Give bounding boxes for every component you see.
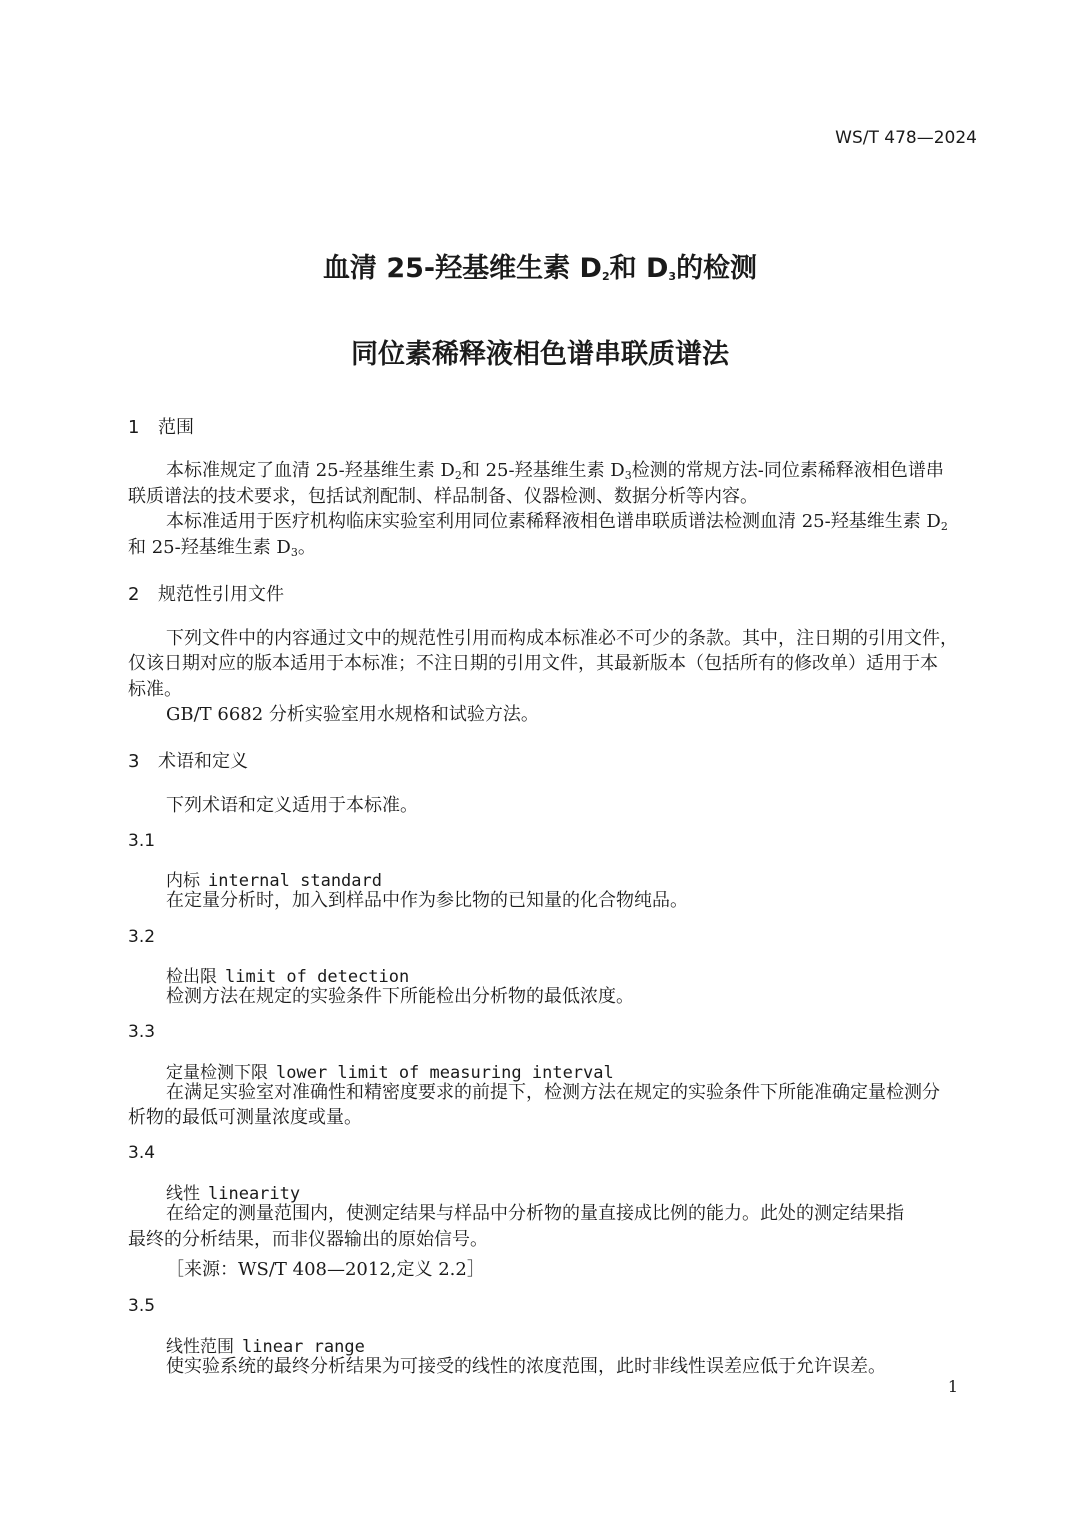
section-2-paragraph-line-3: 标准。 bbox=[128, 679, 182, 700]
term-definition: 检测方法在规定的实验条件下所能检出分析物的最低浓度。 bbox=[166, 986, 634, 1007]
term-definition: 使实验系统的最终分析结果为可接受的线性的浓度范围，此时非线性误差应低于允许误差。 bbox=[166, 1356, 886, 1377]
term-number: 3.5 bbox=[128, 1296, 156, 1316]
section-3-intro: 下列术语和定义适用于本标准。 bbox=[166, 795, 418, 816]
term-definition-line-2: 析物的最低可测量浓度或量。 bbox=[128, 1107, 362, 1128]
term-number: 3.1 bbox=[128, 831, 156, 851]
term-title: 线性 linearity bbox=[166, 1184, 301, 1204]
term-source: ［来源：WS/T 408—2012,定义 2.2］ bbox=[166, 1259, 485, 1280]
term-number: 3.4 bbox=[128, 1143, 156, 1163]
section-1-heading: 1 范围 bbox=[128, 417, 194, 438]
section-3-heading: 3 术语和定义 bbox=[128, 751, 248, 772]
term-title: 内标 internal standard bbox=[166, 871, 382, 891]
term-number: 3.3 bbox=[128, 1022, 156, 1042]
document-title-line1: 血清 25-羟基维生素 $D_2$和 $D_3$的检测 bbox=[322, 253, 758, 284]
term-number: 3.2 bbox=[128, 927, 156, 947]
page-number: 1 bbox=[947, 1377, 958, 1396]
section-2-paragraph-line-2: 仅该日期对应的版本适用于本标准；不注日期的引用文件，其最新版本（包括所有的修改单）适用于本 bbox=[128, 653, 938, 674]
term-definition-line-1: 在给定的测量范围内，使测定结果与样品中分析物的量直接成比例的能力。此处的测定结果指 bbox=[166, 1203, 904, 1224]
term-definition: 在定量分析时，加入到样品中作为参比物的已知量的化合物纯品。 bbox=[166, 890, 688, 911]
term-definition-line-1: 在满足实验室对准确性和精密度要求的前提下，检测方法在规定的实验条件下所能准确定量检测分 bbox=[166, 1082, 940, 1103]
document-title-line2: 同位素稀释液相色谱串联质谱法 bbox=[351, 339, 729, 370]
section-1-paragraph-1-line-1: 本标准规定了血清 25-羟基维生素 $D_2$和 25-羟基维生素 $D_3$检测的常规方法-同位素稀释液相色谱串 bbox=[166, 460, 944, 482]
standard-code: WS/T 478—2024 bbox=[835, 128, 977, 148]
term-title: 定量检测下限 lower limit of measuring interval bbox=[166, 1063, 614, 1083]
section-2-paragraph-line-1: 下列文件中的内容通过文中的规范性引用而构成本标准必不可少的条款。其中，注日期的引用文件， bbox=[166, 628, 958, 649]
term-definition-line-2: 最终的分析结果，而非仪器输出的原始信号。 bbox=[128, 1229, 488, 1250]
term-title: 检出限 limit of detection bbox=[166, 967, 410, 987]
section-1-paragraph-1-line-2: 联质谱法的技术要求，包括试剂配制、样品制备、仪器检测、数据分析等内容。 bbox=[128, 486, 758, 507]
section-1-paragraph-2-line-1: 本标准适用于医疗机构临床实验室利用同位素稀释液相色谱串联质谱法检测血清 25-羟基维生素 $D_2$ bbox=[166, 511, 948, 533]
section-1-paragraph-2-line-2: 和 25-羟基维生素 $D_3$。 bbox=[128, 537, 316, 559]
normative-reference: GB/T 6682 分析实验室用水规格和试验方法。 bbox=[166, 704, 539, 725]
section-2-heading: 2 规范性引用文件 bbox=[128, 584, 284, 605]
term-title: 线性范围 linear range bbox=[166, 1337, 365, 1357]
